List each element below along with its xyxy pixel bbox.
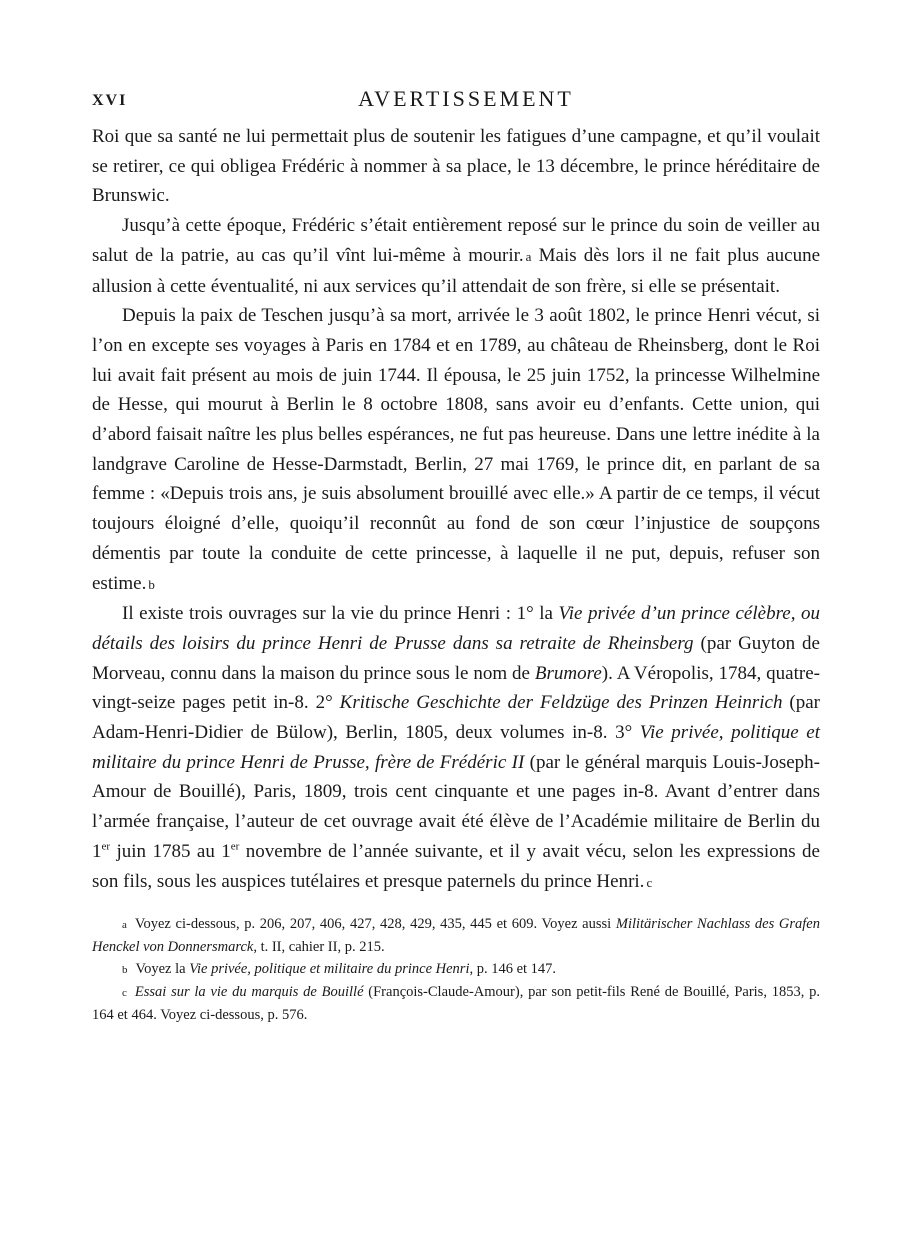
footnote-mark: a <box>122 919 127 932</box>
text-run: Il existe trois ouvrages sur la vie du prince Henri : 1° la <box>122 603 559 625</box>
italic-title: Vie privée d’un prince célèbre, ou détails des loisirs du prince Henri de Prusse dans sa retraite de Rheinsberg <box>92 603 820 654</box>
text-run: Voyez ci-dessous, p. 206, 207, 406, 427, 428, 429, 435, 445 et 609. Voyez aussi <box>134 916 616 933</box>
italic-title: Kritische Geschichte der Feldzüge des Prinzen Heinrich <box>339 692 783 714</box>
paragraph <box>92 599 820 897</box>
text-run: novembre de l’année suivante, et il y avait vécu, selon les expressions de son fils, sous les auspices tutélaires et presque paternels du prince Henri. <box>92 840 820 892</box>
italic-title: Militärischer Nachlass des Grafen Henckel von Donnersmarck <box>92 916 820 956</box>
italic-title: Vie privée, politique et militaire du prince Henri de Prusse, frère de Frédéric II <box>92 722 821 773</box>
paragraph <box>92 211 820 301</box>
text-run: ). A Véropolis, 1784, quatre-vingt-seize pages petit in-8. 2° <box>92 662 820 714</box>
book-page <box>92 86 820 1026</box>
running-title: AVERTISSEMENT <box>358 86 574 111</box>
ordinal-superscript: er <box>230 840 240 853</box>
footnotes <box>92 913 820 1026</box>
text-run: (par Guyton de Morveau, connu dans la maison du prince sous le nom de <box>92 632 820 684</box>
paragraph <box>92 301 820 599</box>
footnote-mark: b <box>122 964 128 977</box>
footnote-reference: a <box>525 248 532 264</box>
body-text <box>92 122 820 897</box>
running-head <box>92 86 820 122</box>
paragraph <box>92 122 820 211</box>
footnote <box>92 913 820 958</box>
text-run: (François-Claude-Amour), par son petit-fils René de Bouillé, Paris, 1853, p. 164 et 464. Voyez ci-dessous, p. 576. <box>92 984 820 1024</box>
ordinal-superscript: er <box>101 840 111 853</box>
footnote <box>92 981 820 1026</box>
footnote-reference: c <box>646 874 653 890</box>
text-run: Voyez la <box>135 961 190 978</box>
footnote-reference: b <box>148 576 155 592</box>
text-run: juin 1785 au 1 <box>110 840 231 862</box>
italic-title: Vie privée, politique et militaire du prince Henri <box>189 961 470 978</box>
text-run: Roi que sa santé ne lui permettait plus de soutenir les fatigues d’une campagne, et qu’il voulait se retirer, ce qui obligea Frédéric à nommer à sa place, le 13 décembre, le prince héréditaire de Brunswic. <box>92 126 820 207</box>
text-run: Depuis la paix de Teschen jusqu’à sa mort, arrivée le 3 août 1802, le prince Henri vécut, si l’on en excepte ses voyages à Paris en 1784 et en 1789, au château de Rheinsberg, dont le Roi lui avait fait présent au mois de juin 1744. Il épousa, le 25 juin 1752, la princesse Wilhelmine de Hesse, qui mourut à Berlin le 8 octobre 1808, sans avoir eu d’enfants. Cette union, qui d’abord faisait naître les plus belles espérances, ne fut pas heureuse. Dans une lettre inédite à la landgrave Caroline de Hesse-Darmstadt, Berlin, 27 mai 1769, le prince dit, en parlant de sa femme : «Depuis trois ans, je suis absolument brouillé avec elle.» A partir de ce temps, il vécut toujours éloigné d’elle, quoiqu’il reconnût au fond de son cœur l’injustice de soupçons démentis par toute la conduite de cette princesse, à laquelle il ne put, depuis, refuser son estime. <box>92 305 820 594</box>
text-run: Mais dès lors il ne fait plus aucune allusion à cette éventualité, ni aux services qu’il attendait de son frère, si elle se présentait. <box>92 244 821 297</box>
italic-title: Essai sur la vie du marquis de Bouillé <box>134 984 364 1001</box>
italic-title: Brumore <box>534 662 602 684</box>
text-run: , p. 146 et 147. <box>469 961 557 978</box>
text-run: (par le général marquis Louis-Joseph-Amour de Bouillé), Paris, 1809, trois cent cinquante et une pages in-8. Avant d’entrer dans l’armée française, l’auteur de cet ouvrage avait été élève de l’Académie militaire de Berlin du 1 <box>92 751 821 862</box>
text-run: Jusqu’à cette époque, Frédéric s’était entièrement reposé sur le prince du soin de veiller au salut de la patrie, au cas qu’il vînt lui-même à mourir. <box>92 215 820 266</box>
page-number: XVI <box>92 92 128 109</box>
text-run: (par Adam-Henri-Didier de Bülow), Berlin, 1805, deux volumes in-8. 3° <box>92 692 821 744</box>
footnote-mark: c <box>122 987 127 1000</box>
text-run: , t. II, cahier II, p. 215. <box>253 939 385 956</box>
footnote <box>92 958 820 981</box>
